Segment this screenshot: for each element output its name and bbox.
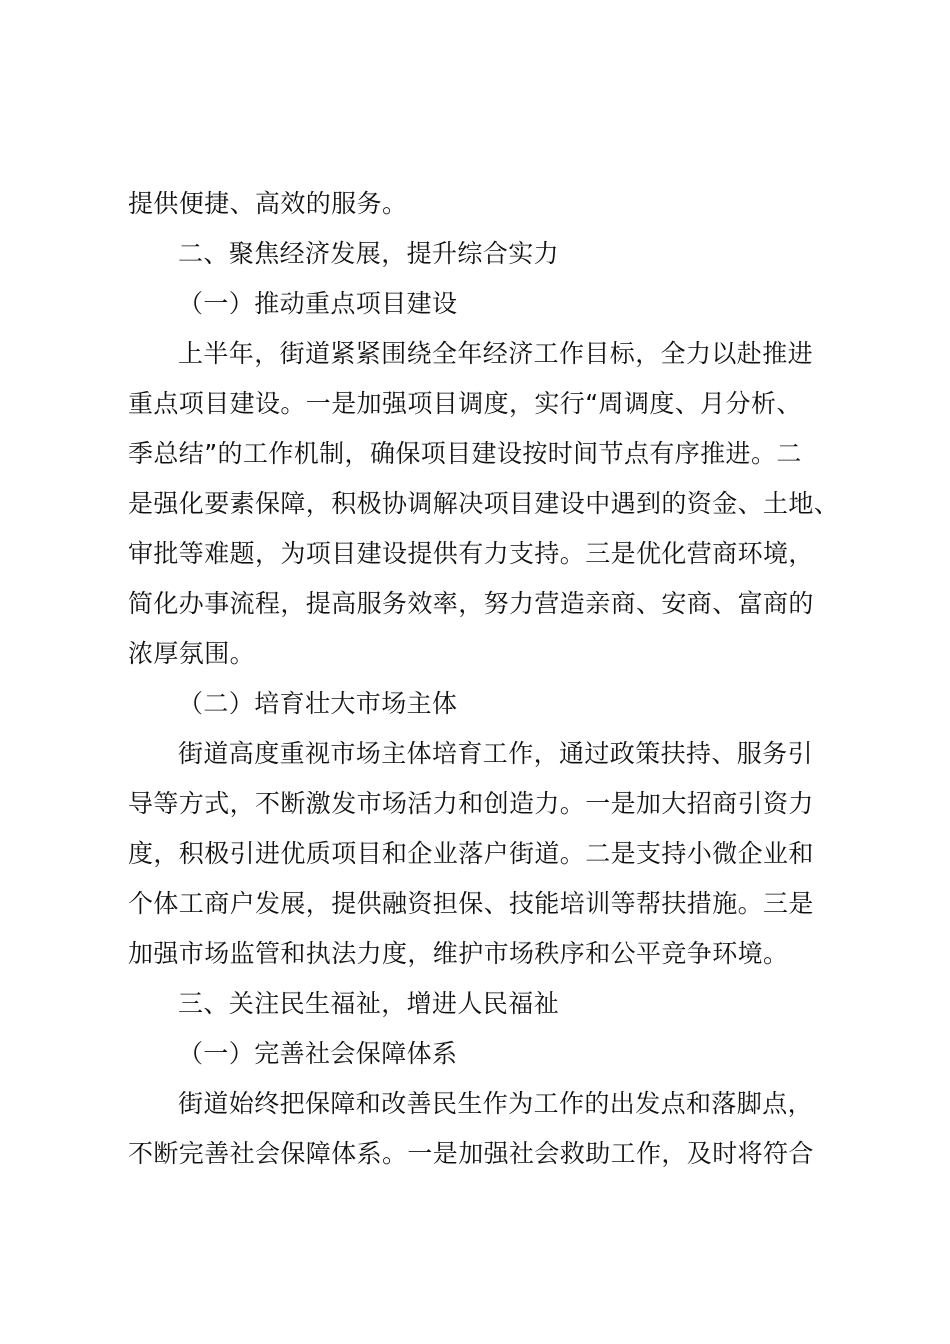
text-line: 重点项目建设。一是加强项目调度，实行“周调度、月分析、 (128, 389, 802, 418)
subsection-heading: （一）推动重点项目建设 (178, 289, 458, 318)
text-line: 街道高度重视市场主体培育工作，通过政策扶持、服务引 (178, 739, 814, 768)
text-line: 度，积极引进优质项目和企业落户街道。二是支持小微企业和 (128, 839, 814, 868)
text-line: 个体工商户发展，提供融资担保、技能培训等帮扶措施。三是 (128, 889, 814, 918)
text-line: 审批等难题，为项目建设提供有力支持。三是优化营商环境， (128, 539, 814, 568)
text-line: 提供便捷、高效的服务。 (128, 189, 408, 218)
subsection-heading: （一）完善社会保障体系 (178, 1039, 458, 1068)
text-line: 上半年，街道紧紧围绕全年经济工作目标，全力以赴推进 (178, 339, 814, 368)
section-heading: 二、聚焦经济发展，提升综合实力 (178, 239, 560, 268)
subsection-heading: （二）培育壮大市场主体 (178, 689, 458, 718)
text-line: 浓厚氛围。 (128, 639, 256, 668)
text-line: 季总结”的工作机制，确保项目建设按时间节点有序推进。二 (128, 439, 802, 468)
section-heading: 三、关注民生福祉，增进人民福祉 (178, 989, 560, 1018)
text-line: 不断完善社会保障体系。一是加强社会救助工作，及时将符合 (128, 1139, 814, 1168)
text-line: 简化办事流程，提高服务效率，努力营造亲商、安商、富商的 (128, 589, 814, 618)
text-line: 加强市场监管和执法力度，维护市场秩序和公平竞争环境。 (128, 939, 789, 968)
text-line: 街道始终把保障和改善民生作为工作的出发点和落脚点， (178, 1089, 814, 1118)
text-line: 是强化要素保障，积极协调解决项目建设中遇到的资金、土地、 (128, 489, 840, 518)
text-line: 导等方式，不断激发市场活力和创造力。一是加大招商引资力 (128, 789, 814, 818)
